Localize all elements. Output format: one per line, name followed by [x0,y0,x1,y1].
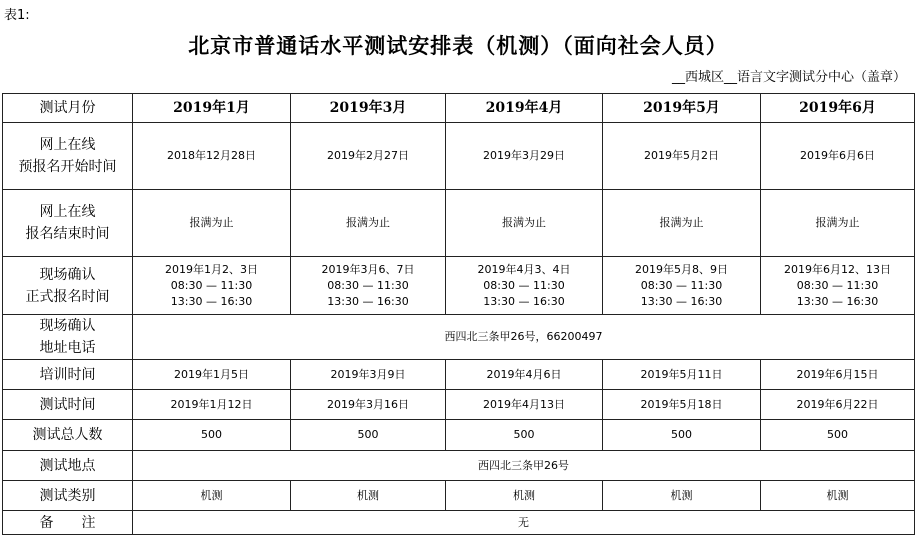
month-header: 2019年6月 [761,94,915,123]
row-header-line: 培训时间 [39,366,96,383]
table-cell: 2018年12月28日 [133,123,291,190]
table-cell: 2019年3月9日 [291,360,446,390]
table-row [3,257,915,315]
cell-line: 2019年1月2、3日 [165,262,258,276]
row-header-line: 测试地点 [39,457,96,474]
table-cell [133,257,291,315]
table-row [3,190,915,257]
table-cell: 2019年4月6日 [446,360,603,390]
row-header [3,420,133,451]
row-header-line: 网上在线 [39,137,96,153]
row-header-line: 正式报名时间 [25,288,110,305]
month-header: 2019年3月 [291,94,446,123]
table-cell: 500 [291,420,446,451]
table-row [3,420,915,451]
month-header: 2019年1月 [133,94,291,123]
cell-line: 2019年5月8、9日 [635,262,728,276]
cell-line: 2019年6月12、13日 [784,262,891,276]
table-cell [291,257,446,315]
table-cell: 2019年6月6日 [761,123,915,190]
table-row [3,451,915,481]
table-cell [761,257,915,315]
row-header-line: 现场确认 [39,318,96,334]
row-header-line: 预报名开始时间 [18,159,117,175]
table-cell: 报满为止 [133,190,291,257]
table-cell: 机测 [761,481,915,511]
merged-cell: 西四北三条甲26号，66200497 [133,315,915,360]
row-header-line: 地址电话 [39,340,96,356]
table-cell: 2019年3月29日 [446,123,603,190]
cell-line: 2019年4月3、4日 [477,262,571,276]
month-header: 2019年4月 [446,94,603,123]
row-header [3,94,133,123]
row-header-line: 网上在线 [39,204,96,220]
cell-line: 08:30 — 11:30 [796,278,879,292]
table-cell: 2019年5月18日 [603,390,761,420]
table-cell: 机测 [603,481,761,511]
row-header-line: 测试月份 [39,100,96,116]
table-cell: 报满为止 [761,190,915,257]
table-row [3,511,915,535]
table-cell: 500 [761,420,915,451]
row-header [3,257,133,315]
table-row [3,481,915,511]
row-header-line: 报名结束时间 [25,226,110,242]
row-header [3,481,133,511]
cell-line: 08:30 — 11:30 [327,278,409,292]
cell-line: 08:30 — 11:30 [640,278,723,292]
row-header-line: 测试类别 [39,487,96,504]
table-cell: 2019年1月12日 [133,390,291,420]
row-header-line: 测试时间 [39,396,96,413]
cell-line: 08:30 — 11:30 [483,278,565,292]
row-header-line: 测试总人数 [32,427,103,443]
cell-line: 13:30 — 16:30 [327,294,409,308]
issuer-subtitle: __西城区__语言文字测试分中心（盖章） [671,70,906,85]
table-cell: 500 [446,420,603,451]
table-cell: 报满为止 [446,190,603,257]
table-cell: 2019年1月5日 [133,360,291,390]
row-header [3,451,133,481]
schedule-table [2,93,915,535]
cell-line: 13:30 — 16:30 [483,294,565,308]
table-row [3,315,915,360]
cell-line: 13:30 — 16:30 [640,294,723,308]
cell-line: 08:30 — 11:30 [170,278,253,292]
table-caption: 表1: [4,8,30,23]
table-cell: 报满为止 [603,190,761,257]
table-cell: 2019年4月13日 [446,390,603,420]
row-header-line: 备 注 [39,514,96,531]
month-header: 2019年5月 [603,94,761,123]
row-header [3,190,133,257]
table-cell: 500 [603,420,761,451]
row-header [3,511,133,535]
row-header [3,315,133,360]
merged-cell: 西四北三条甲26号 [133,451,915,481]
table-row [3,94,915,123]
table-cell: 机测 [291,481,446,511]
merged-cell: 无 [133,511,915,535]
table-row [3,123,915,190]
cell-line: 13:30 — 16:30 [796,294,879,308]
row-header [3,360,133,390]
table-cell: 500 [133,420,291,451]
cell-line: 2019年3月6、7日 [321,262,415,276]
table-cell: 2019年3月16日 [291,390,446,420]
table-cell: 报满为止 [291,190,446,257]
table-row [3,360,915,390]
cell-line: 13:30 — 16:30 [170,294,253,308]
table-cell: 2019年6月22日 [761,390,915,420]
table-cell: 2019年5月11日 [603,360,761,390]
table-cell: 2019年5月2日 [603,123,761,190]
table-cell: 2019年6月15日 [761,360,915,390]
table-cell: 机测 [446,481,603,511]
table-row [3,390,915,420]
page-title: 北京市普通话水平测试安排表（机测）（面向社会人员） [188,33,728,58]
row-header [3,390,133,420]
table-cell [603,257,761,315]
row-header-line: 现场确认 [39,266,96,283]
table-cell: 2019年2月27日 [291,123,446,190]
table-cell: 机测 [133,481,291,511]
row-header [3,123,133,190]
table-cell [446,257,603,315]
